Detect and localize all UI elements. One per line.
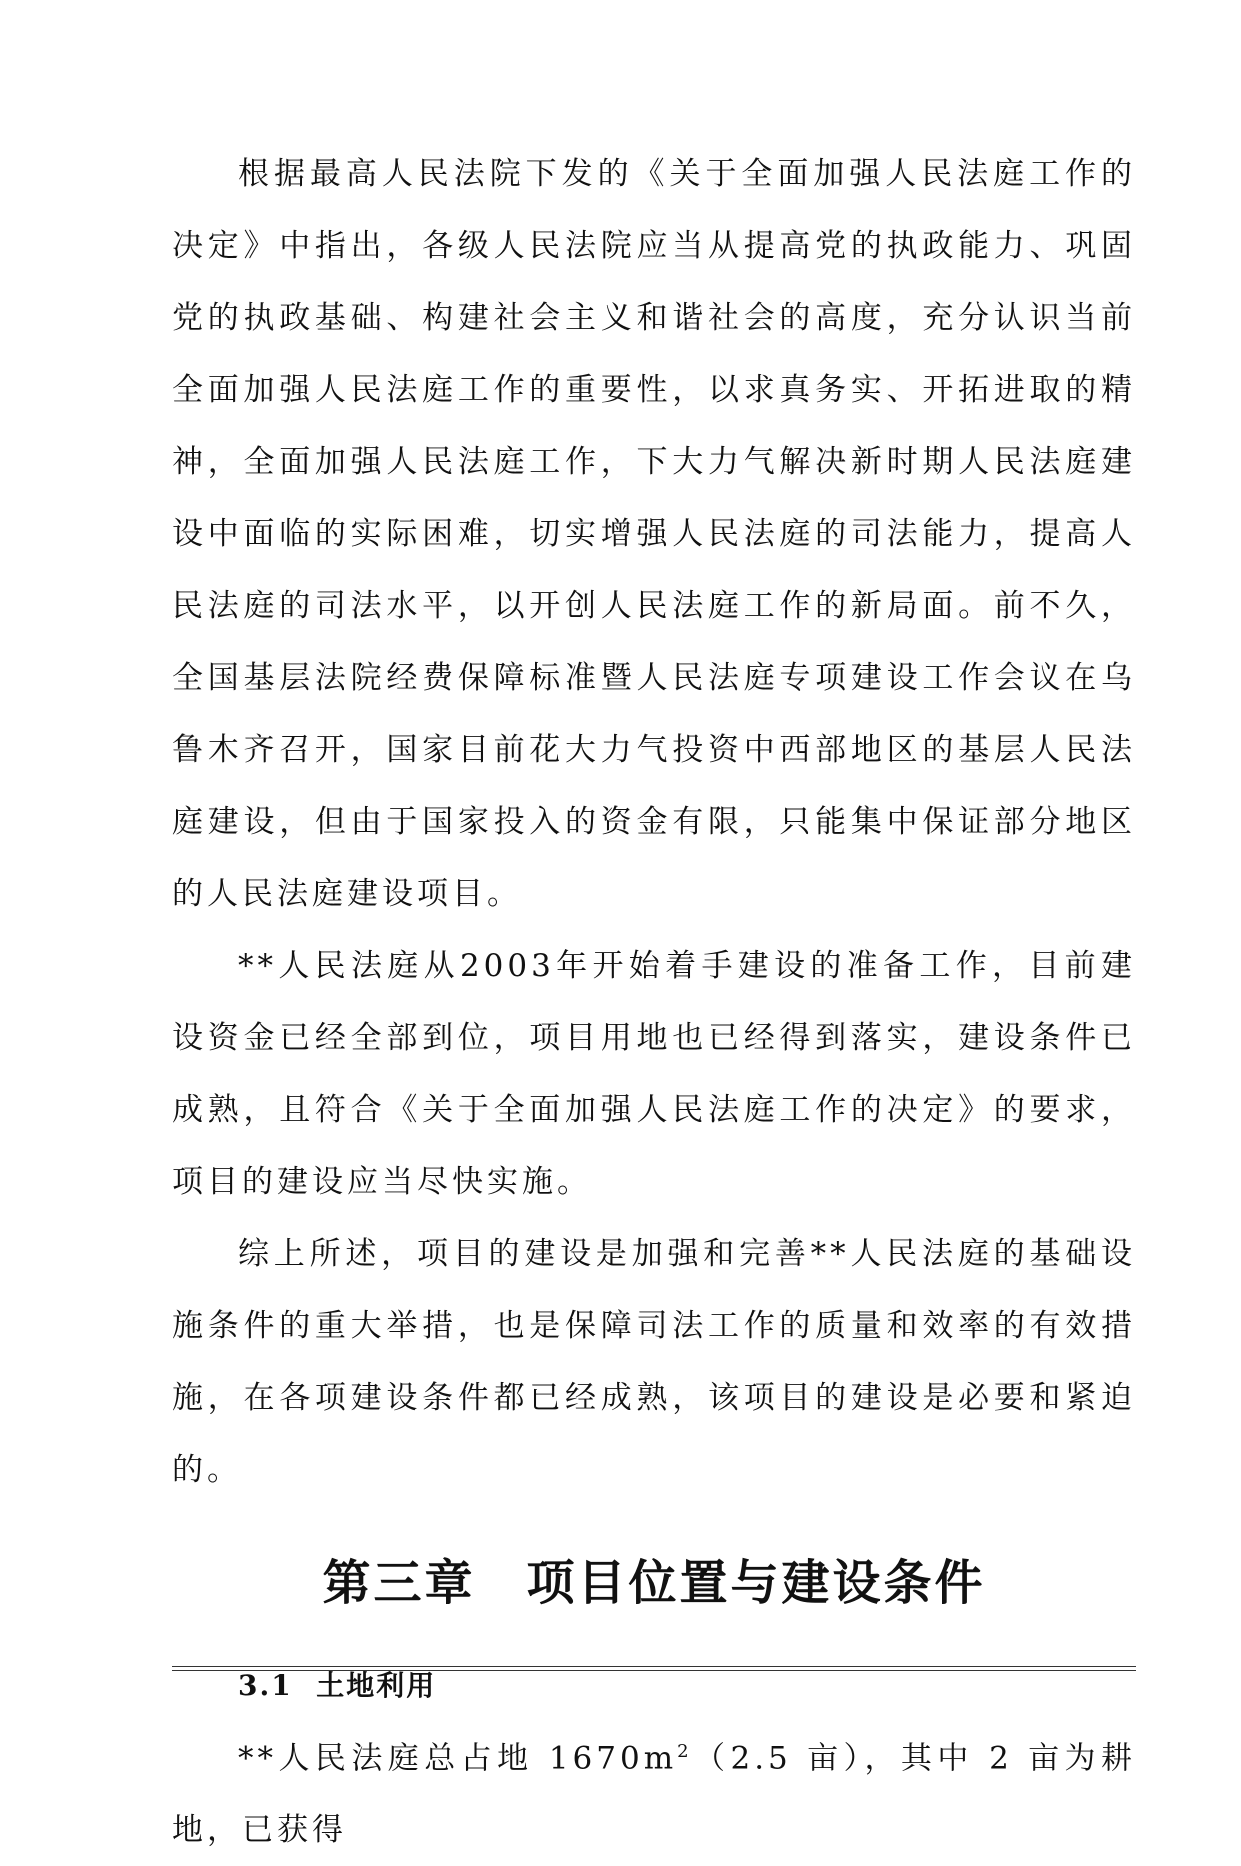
land-area-text: **人民法庭总占地 1670m bbox=[238, 1740, 678, 1777]
land-area-detail: （2.5 亩），其中 2 亩为耕地，已获得 bbox=[172, 1740, 1136, 1849]
document-page bbox=[172, 138, 1136, 1866]
area-unit-superscript: 2 bbox=[677, 1741, 693, 1762]
chapter-heading: 第三章 项目位置与建设条件 bbox=[322, 1555, 986, 1611]
paragraph-funding-status: **人民法庭从2003年开始着手建设的准备工作，目前建设资金已经全部到位，项目用地也已经得到落实，建设条件已成熟，且符合《关于全面加强人民法庭工作的决定》的要求，项目的建设应当尽快实施。 bbox=[172, 948, 1136, 1200]
paragraph-summary: 综上所述，项目的建设是加强和完善**人民法庭的基础设施条件的重大举措，也是保障司法工作的质量和效率的有效措施，在各项建设条件都已经成熟，该项目的建设是必要和紧迫的。 bbox=[172, 1236, 1136, 1488]
paragraph-background: 根据最高人民法院下发的《关于全面加强人民法庭工作的决定》中指出，各级人民法院应当从提高党的执政能力、巩固党的执政基础、构建社会主义和谐社会的高度，充分认识当前全面加强人民法庭工作的重要性，以求真务实、开拓进取的精神，全面加强人民法庭工作，下大力气解决新时期人民法庭建设中面临的实际困难，切实增强人民法庭的司法能力，提高人民法庭的司法水平，以开创人民法庭工作的新局面。前不久，全国基层法院经费保障标准暨人民法庭专项建设工作会议在乌鲁木齐召开，国家目前花大力气投资中西部地区的基层人民法庭建设，但由于国家投入的资金有限，只能集中保证部分地区的人民法庭建设项目。 bbox=[172, 156, 1136, 912]
section-heading bbox=[238, 1656, 1136, 1716]
section-title: 土地利用 bbox=[316, 1669, 437, 1702]
section-number: 3.1 bbox=[238, 1669, 293, 1702]
paragraph-land-use bbox=[172, 1716, 1136, 1866]
footer-divider bbox=[172, 1666, 1136, 1671]
